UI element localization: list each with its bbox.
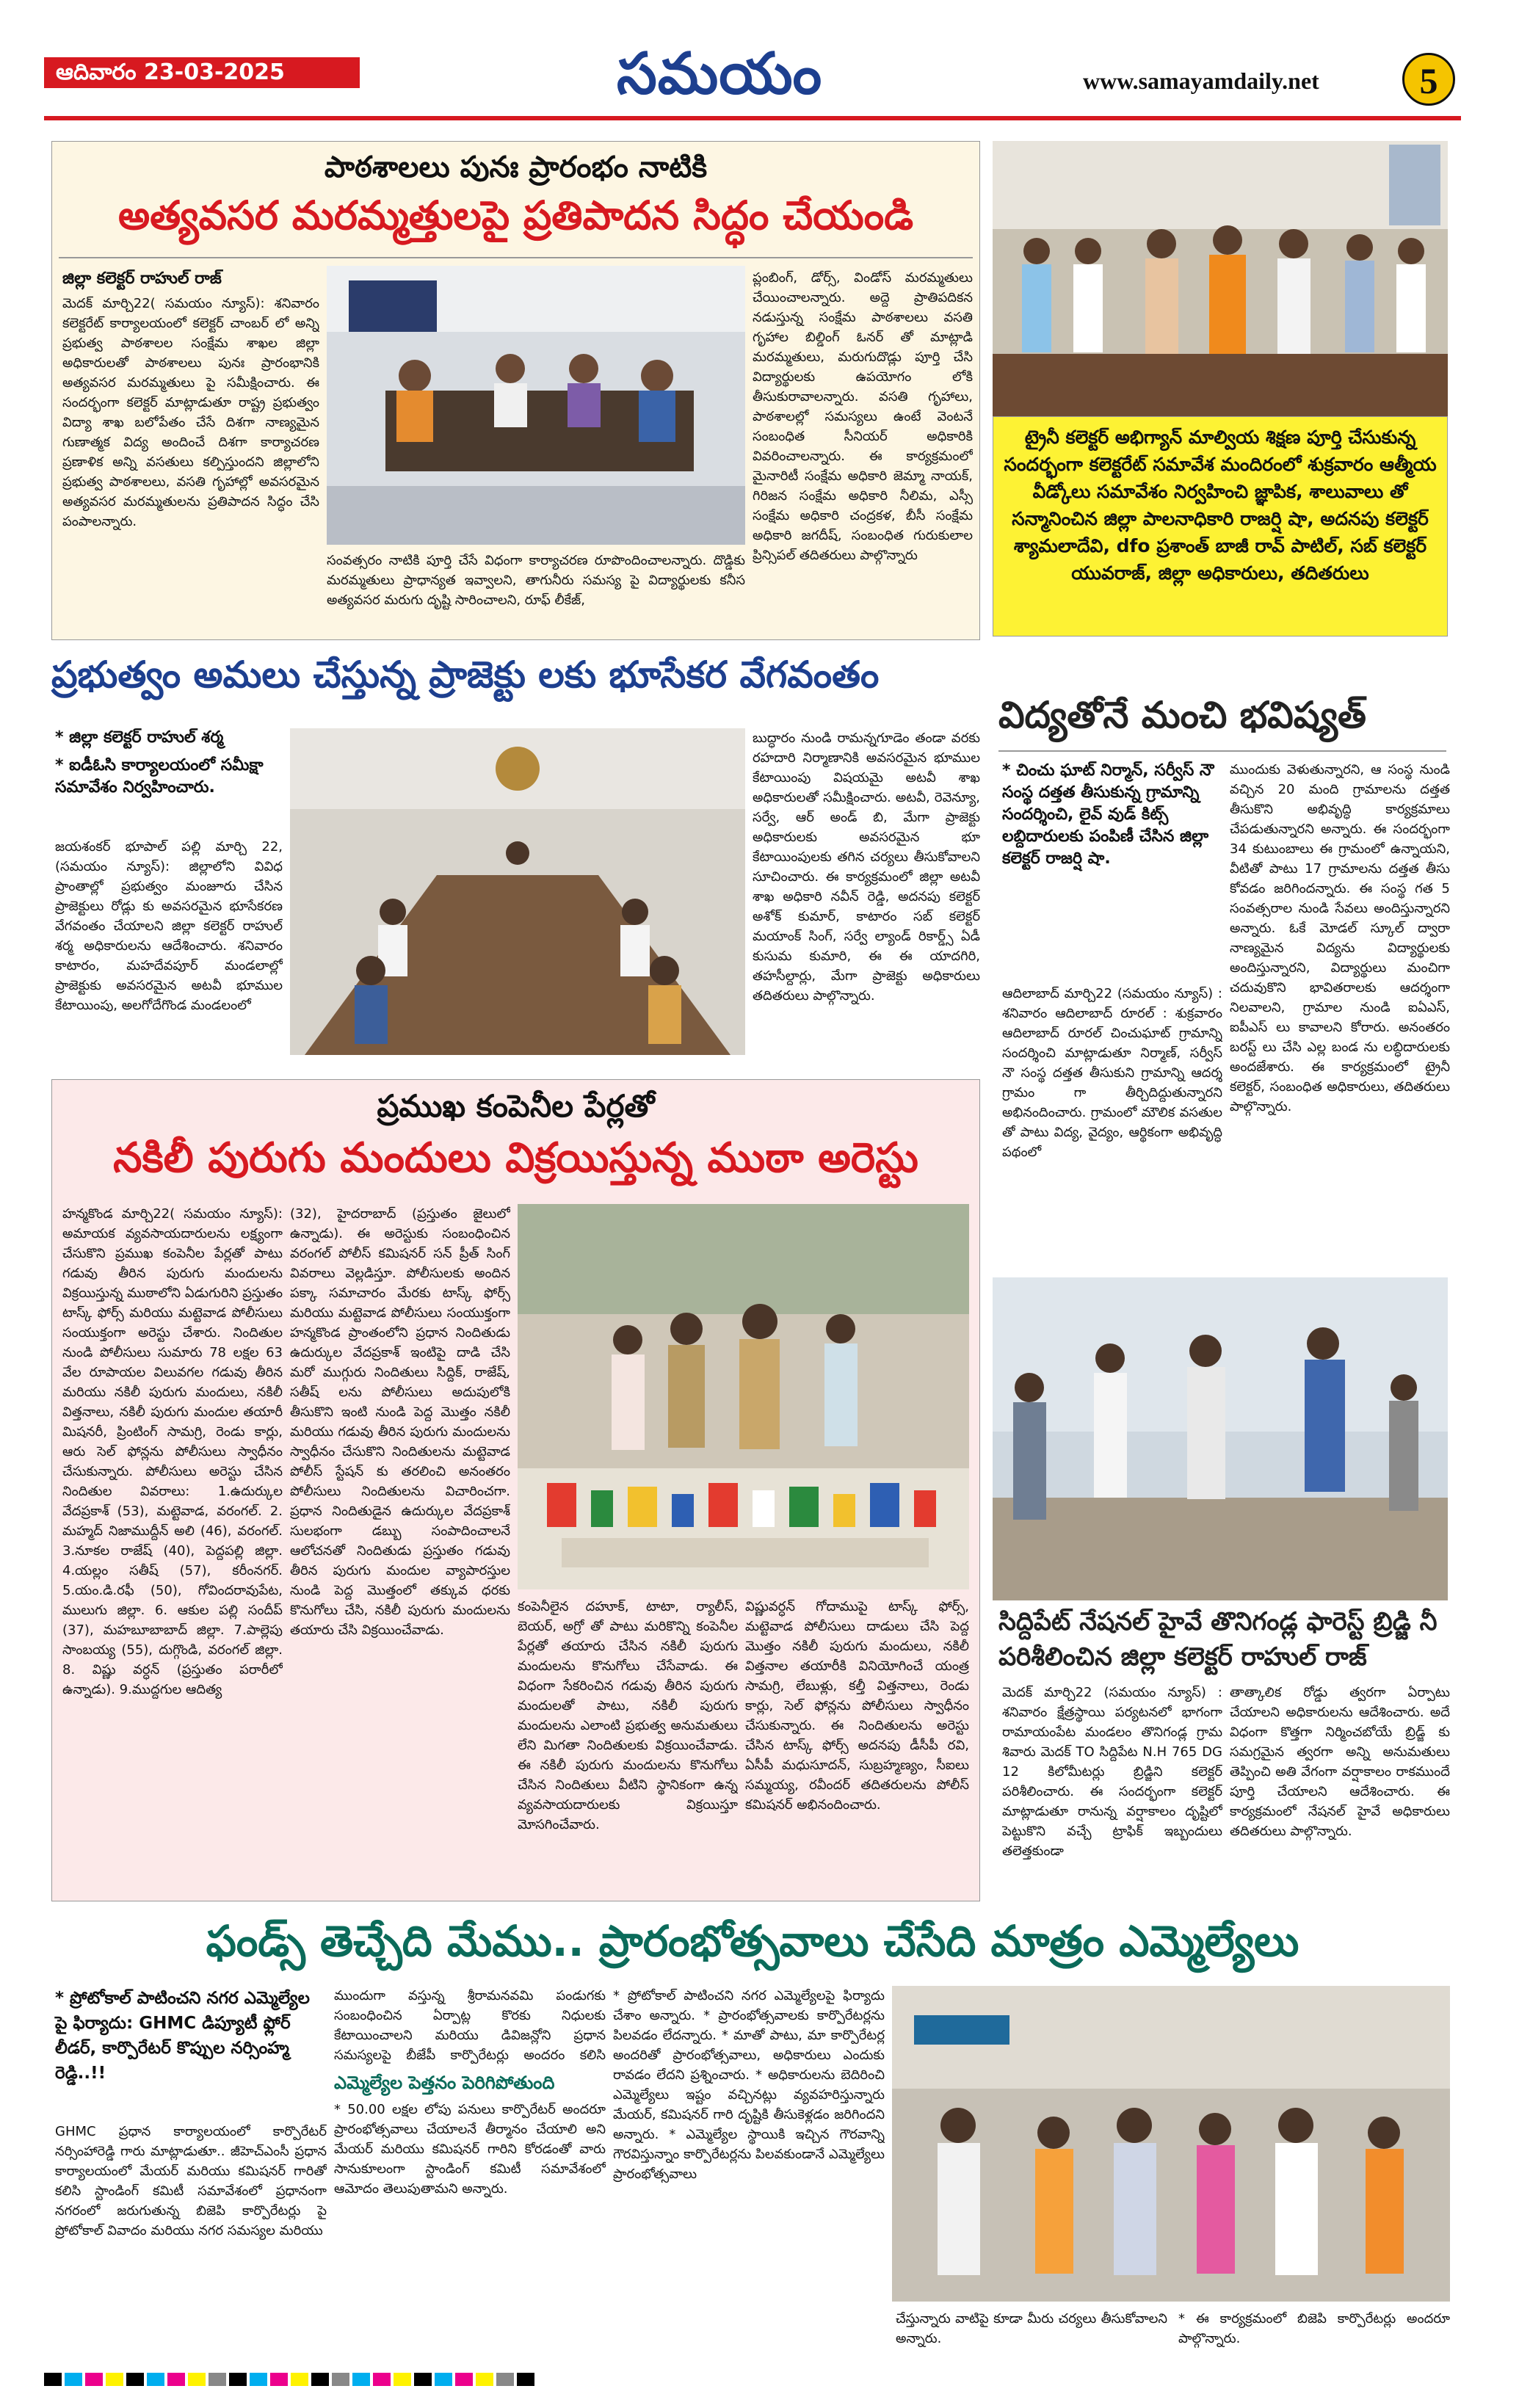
header-divider bbox=[44, 116, 1461, 120]
meeting-photo-illustration bbox=[327, 266, 745, 545]
story-bridge-headline: సిద్దిపేట్ నేషనల్ హైవే తొనిగండ్ల ఫారెస్ట్ బ్రిడ్జి నీ పరిశీలించిన జిల్లా కలెక్టర్ రాహుల్ రాజ్ bbox=[998, 1607, 1438, 1672]
seized-pesticides-photo bbox=[518, 1204, 969, 1589]
story-funds-col4a: చేస్తున్నారు వాటిపై కూడా మీరు చర్యలు తీసుకోవాలని అన్నారు. bbox=[896, 2311, 1167, 2346]
farewell-photo bbox=[993, 141, 1448, 416]
story-school-repairs-col3: ప్లంబింగ్, డోర్స్, విండోస్ మరమ్మతులు చేయించాలన్నారు. అద్దె ప్రాతిపదికన నడుస్తున్న సంక్షేమ పాఠశాలలు వసతి గృహాల బిల్డింగ్ ఓనర్ తో మాట్లాడి మరమ్మతులు, మరుగుదొడ్లు పూర్తి చేసి విద్యార్థులకు ఉపయోగం లోకి తీసుకురావాలన్నారు. వసతి గృహాలు, పాఠశాలల్లో సమస్యలు ఉంటే వెంటనే సంబంధిత సీనియర్ అధికారికి వివరించాలన్నారు. ఈ కార్యక్రమంలో మైనారిటీ సంక్షేమ అధికారి జెమ్మా నాయక్, గిరిజన సంక్షేమ అధికారి నీలిమ, ఎస్సీ సంక్షేమ అధికారి చంద్రకళ, బీసీ సంక్షేమ అధికారి జగదీష్, సంబంధిత గురుకులాల ప్రిన్సిపల్ తదితరులు పాల్గొన్నారు bbox=[753, 270, 973, 563]
story-funds-col1: GHMC ప్రధాన కార్యాలయంలో కార్పొరేటర్ నర్సింహారెడ్డి గారు మాట్లాడుతూ.. జీహెచ్ఎంసీ ప్రధాన కార్యాలయంలో మేయర్ మరియు కమిషనర్ గారితో కలిసి స్టాండింగ్ కమిటీ సమావేశంలో ప్రధానంగా నగరంలో జరుగుతున్న బిజెపి కార్పొరేటర్లు పై ప్రోటోకాల్ వివాదం మరియు నగర సమస్యల మరియు bbox=[55, 2124, 327, 2238]
story-funds-headline: ఫండ్స్ తెచ్చేది మేము.. ప్రారంభోత్సవాలు చేసేది మాత్రం ఎమ్మెల్యేలు bbox=[206, 1916, 1299, 1966]
story-school-repairs-byline: జిల్లా కలెక్టర్ రాహుల్ రాజ్ bbox=[62, 269, 222, 288]
farewell-photo-illustration bbox=[993, 141, 1448, 416]
headline-divider bbox=[59, 257, 973, 258]
story-funds-bullet: * ప్రోటోకాల్ పాటించని నగర ఎమ్మెల్యేల పై ఫిర్యాదు: GHMC డిప్యూటీ ఫ్లోర్ లీడర్, కార్పొరేటర్ కొప్పుల నర్సింహ్మ రెడ్డి..!! bbox=[55, 1989, 310, 2083]
story-school-repairs-headline: అత్యవసర మరమ్మత్తులపై ప్రతిపాదన సిద్ధం చేయండి bbox=[117, 192, 914, 239]
story-land-acquisition-bullet2: * ఐడీఓసి కార్యాలయంలో సమీక్షా సమావేశం నిర్వహించారు. bbox=[55, 756, 264, 797]
story-school-repairs-kicker: పాఠశాలలు పునః ప్రారంభం నాటికి bbox=[324, 150, 708, 184]
story-school-repairs-col1: మెదక్ మార్చి22( సమయం న్యూస్): శనివారం కలెక్టరేట్ కార్యాలయంలో కలెక్టర్ చాంబర్ లో అన్ని ప్రభుత్వ పాఠశాలల సంక్షేమ శాఖల జిల్లా అధికారులతో పాఠశాలలు పునః ప్రారంభానికి అత్యవసర మరమ్మతులు పై సమీక్షించారు. ఈ సందర్భంగా కలెక్టర్ మాట్లాడుతూ రాష్ట్ర ప్రభుత్వం విద్యా శాఖ బలోపేతం చేసే దిశగా నాణ్యమైన గుణాత్మక విద్య అందించే దిశగా కార్యాచరణ ప్రణాళిక అన్ని వసతులు కల్పిస్తుందని జిల్లాలోని ప్రభుత్వ పాఠశాలలు, వసతి గృహాల్లో అవసరమైన అత్యవసర మరమ్మతులను ప్రతిపాదన సిద్ధం చేసి పంపాలన్నారు. bbox=[62, 296, 319, 529]
story-education-col1: ఆదిలాబాద్ మార్చి22 (సమయం న్యూస్) : శనివారం ఆదిలాబాద్ రూరల్ : శుక్రవారం ఆదిలాబాద్ రూరల్ చించుఘాట్ గ్రామాన్ని సందర్శించి మాట్లాడుతూ నిర్మాణ్, సర్వీస్ నౌ సంస్థ దత్తత తీసుకుని గ్రామాన్ని ఆదర్శ గ్రామం గా తీర్చిదిద్దుతున్నారని అభినందించారు. గ్రామంలో మౌలిక వసతుల తో పాటు విద్య, వైద్యం, ఆర్థికంగా అభివృద్ధి పథంలో bbox=[1002, 986, 1222, 1160]
story-education-bullets: * చించు ఘాట్ నిర్మాన్, సర్వీస్ నౌ సంస్థ దత్తత తీసుకున్న గ్రామాన్ని సందర్శించి, లైవ్ వుడ్ కిట్స్ లబ్దిదారులకు పంపిణీ చేసిన జిల్లా కలెక్టర్ రాజర్షి షా. bbox=[1002, 761, 1214, 868]
bridge-inspection-photo bbox=[993, 1277, 1448, 1600]
education-headline-divider bbox=[998, 750, 1446, 752]
story-funds-subhead: ఎమ్మెల్యేల పెత్తనం పెరిగిపోతుంది bbox=[334, 2072, 555, 2093]
story-education-headline: విద్యతోనే మంచి భవిష్యత్ bbox=[998, 694, 1366, 736]
issue-date: ఆదివారం 23-03-2025 bbox=[44, 57, 360, 88]
seized-pesticides-photo-illustration bbox=[518, 1204, 969, 1589]
story-fake-pesticides-col1: హన్మకొండ మార్చి22( సమయం న్యూస్): అమాయక వ్యవసాయదారులను లక్ష్యంగా చేసుకొని ప్రముఖ కంపెనీల పేర్లతో పాటు గడువు తీరిన పురుగు మందులను విక్రయిస్తున్న ముఠాలోని ఏడుగురిని ప్రస్తుతం టాస్క్ ఫోర్స్ మరియు మట్టెవాడ పోలీసులు సంయుక్తంగా అరెస్టు చేశారు. నిందితుల నుండి పోలీసులు సుమారు 78 లక్షల 63 వేల రూపాయల విలువగల గడువు తీరిన మరియు నకిలీ పురుగు మందులు, నకిలీ విత్తనాలు, నకిలీ పురుగు మందుల తయారీ మిషనరీ, ప్రింటింగ్ సామగ్రి, రెండు కార్లు, ఆరు సెల్ ఫోన్లను పోలీసులు స్వాధీనం చేసుకున్నారు. పోలీసులు అరెస్టు చేసిన నిందితుల వివరాలు: 1.ఉదుర్కుల వేదప్రకాశ్ (53), మట్టెవాడ, వరంగల్. 2. మహ్మద్ నిజాముద్దీన్ అలి (46), వరంగల్. 3.నూకల రాజేష్ (40), పెద్దపల్లి జిల్లా. 4.యల్లం సతీష్ (57), కరీంనగర్. 5.యం.డి.రఫీ (50), గోవిందరావుపేట, ములుగు జిల్లా. 6. ఆకుల పల్లి సందీప్ (37), మహబూబాబాద్ జిల్లా. 7.పాల్లెపు సాంబయ్య (55), దుగ్గొండి, వరంగల్ జిల్లా. 8. విష్ణు వర్ధన్ (ప్రస్తుతం పరారీలో ఉన్నాడు). 9.ముద్దగుల ఆదిత్య bbox=[62, 1206, 283, 1697]
review-meeting-photo-illustration bbox=[290, 728, 745, 1055]
story-fake-pesticides-kicker: ప్రముఖ కంపెనీల పేర్లతో bbox=[377, 1088, 655, 1124]
meeting-photo bbox=[327, 266, 745, 545]
story-funds-col2b: * 50.00 లక్షల లోపు పనులు కార్పొరేటర్ అందరూ ప్రారంభోత్సవాలు చేయాలనే తీర్మానం చేయాలి అని మేయర్ మరియు కమిషనర్ గారిని కోరడంతో వారు సానుకూలంగా స్టాండింగ్ కమిటీ సమావేశంలో ఆమోదం తెలుపుతామని అన్నారు. bbox=[334, 2102, 606, 2197]
story-land-acquisition-bullet1: * జిల్లా కలెక్టర్ రాహుల్ శర్మ bbox=[55, 728, 224, 747]
story-land-acquisition-headline: ప్రభుత్వం అమలు చేస్తున్న ప్రాజెక్టు లకు భూసేకర వేగవంతం bbox=[51, 653, 880, 696]
story-funds-col3: * ప్రోటోకాల్ పాటించని నగర ఎమ్మెల్యేలపై ఫిర్యాదు చేశాం అన్నారు. * ప్రారంభోత్సవాలకు కార్పొరేటర్లను పిలవడం లేదన్నారు. * మాతో పాటు, మా కార్పొరేటర్ల అందరితో ప్రారంభోత్సవాలు, అధికారులు ఎందుకు రావడం లేదని ప్రశ్నించారు. * అధికారులను బెదిరించి ఎమ్మెల్యేలు ఇష్టం వచ్చినట్లు వ్యవహరిస్తున్నారు మేయర్, కమిషనర్ గారి దృష్టికి తీసుకెళ్లడం జరిగిందని అన్నారు. * ఎమ్మెల్యేల స్థాయికి ఇచ్చిన గౌరవాన్ని గౌరవిస్తున్నాం కార్పొరేటర్లను పిలవకుండానే ఎమ్మెల్యేలు ప్రారంభోత్సవాలు bbox=[613, 1988, 885, 2182]
story-fake-pesticides-col4: విష్ణువర్ధన్ గోదాముపై టాస్క్ ఫోర్స్, మట్టెవాడ పోలీసులు దాడులు చేసి పెద్ద మొత్తం నకిలీ పురుగు మందులు, నకిలీ విత్తనాల తయారీకి వినియోగించే యంత్ర సామగ్రి, లేబుళ్లు, కల్తీ విత్తనాలు, రెండు కార్లు, సెల్ ఫోన్లను పోలీసులు స్వాధీనం చేసుకున్నారు. ఈ నిందితులను అరెస్టు చేసిన టాస్క్ ఫోర్స్ అదనపు డీసీపీ రవి, ఏసీపీ మధుసూదన్, సుబ్రహ్మణ్యం, సీఐలు సమ్మయ్య, రవీందర్ తదితరులను పోలీస్ కమిషనర్ అభినందించారు. bbox=[745, 1599, 969, 1813]
farewell-caption: ట్రైనీ కలెక్టర్ అభిగ్యాన్ మాల్వియ శిక్షణ పూర్తి చేసుకున్న సందర్భంగా కలెక్టరేట్ సమావేశ మందిరంలో శుక్రవారం ఆత్మీయ వీడ్కోలు సమావేశం నిర్వహించి జ్ఞాపిక, శాలువాలు తో సన్మానించిన జిల్లా పాలనాధికారి రాజర్షి షా, అదనపు కలెక్టర్ శ్యామలాదేవి, dfo ప్రశాంత్ బాజీ రావ్ పాటిల్, సబ్ కలెక్టర్ యువరాజ్, జిల్లా అధికారులు, తదితరులు bbox=[1004, 427, 1437, 584]
story-bridge-col2: తాత్కాలిక రోడ్డు త్వరగా ఏర్పాటు చేయాలని అధికారులను ఆదేశించారు. అదే విధంగా కొత్తగా నిర్మించబోయే బ్రిడ్జ్ కు సమగ్రమైన త్వరగా అన్ని అనుమతులు తెప్పించి అతి వేగంగా వర్షాకాలం రాకముందే పూర్తి చేయాలని ఆదేశించారు. ఈ కార్యక్రమంలో నేషనల్ హైవే అధికారులు తదితరులు పాల్గొన్నారు. bbox=[1230, 1685, 1450, 1839]
story-funds-col2: ముందుగా వస్తున్న శ్రీరామనవమి పండుగకు సంబంధించిన ఏర్పాట్ల కొరకు నిధులకు కేటాయించాలని మరియు డివిజన్లోని ప్రధాన సమస్యలపై బీజేపీ కార్పొరేటర్లు అందరం కలిసి bbox=[334, 1988, 606, 2063]
bridge-inspection-photo-illustration bbox=[993, 1277, 1448, 1600]
newspaper-logo: సమయం bbox=[617, 40, 823, 107]
story-fake-pesticides-col2: (32), హైదరాబాద్ (ప్రస్తుతం జైలులో ఉన్నాడు). ఈ అరెస్టుకు సంబంధించిన వరంగల్ పోలీస్ కమిషనర్ సన్ ప్రీత్ సింగ్ వివరాలు వెల్లడిస్తూ. పోలీసులకు అందిన పక్కా సమాచారం మేరకు టాస్క్ ఫోర్స్ మరియు మట్టెవాడ పోలీసులు సంయుక్తంగా హన్మకొండ ప్రాంతంలోని ప్రధాన నిందితుడు ఉదుర్కుల వేదప్రకాశ్ ఇంటిపై దాడి చేసి మరో ముగ్గురు నిందితులు సిద్దిక్, రాజేష్, సతీష్ లను పోలీసులు అదుపులోకి తీసుకొని ఇంటి నుండి పెద్ద మొత్తం నకిలీ మరియు గడువు తీరిన పురుగు మందులను స్వాధీనం చేసుకొని నిందితులను మట్టెవాడ పోలీస్ స్టేషన్ కు తరలించి అనంతరం పోలీసులు నిందితులను విచారించగా. ప్రధాన నిందితుడైన ఉదుర్కుల వేదప్రకాశ్ సులభంగా డబ్బు సంపాదించాలనే ఆలోచనతో నిందితుడు ప్రస్తుతం గడువు తీరిన పురుగు మందుల వ్యాపారస్తుల నుండి పెద్ద మొత్తంలో తక్కువ ధరకు కొనుగోలు చేసి, నకిలీ పురుగు మందులను తయారు చేసి విక్రయించేవాడు. bbox=[290, 1206, 510, 1638]
story-bridge-col1: మెదక్ మార్చి22 (సమయం న్యూస్) : శనివారం క్షేత్రస్థాయి పర్యటనలో భాగంగా రామాయంపేట మండలం తొనిగండ్ల గ్రామ శివారు మెదక్ TO సిద్దిపేట N.H 765 DG 12 కిలోమీటర్లు బ్రిడ్జిని కలెక్టర్ పరిశీలించారు. ఈ సందర్భంగా కలెక్టర్ మాట్లాడుతూ రానున్న వర్షాకాలం దృష్టిలో పెట్టుకొని వచ్చే ట్రాఫిక్ ఇబ్బందులు తలెత్తకుండా bbox=[1002, 1685, 1222, 1859]
story-fake-pesticides-col3: కంపెనీలైన దహూక్, టాటా, ర్యాలీస్, బెయర్, అగ్రో తో పాటు మరికొన్ని కంపెనీల పేర్లతో తయారు చేసిన నకిలీ పురుగు మందులను కొనుగోలు చేసేవాడు. ఈ విధంగా సేకరించిన గడువు తీరిన పురుగు మందులతో పాటు, నకిలీ పురుగు మందులను ఎలాంటి ప్రభుత్వ అనుమతులు లేని మిగతా నిందితులకు విక్రయించేవాడు. ఈ నకిలీ పురుగు మందులను కొనుగోలు చేసిన నిందితులు వీటిని స్థానికంగా ఉన్న వ్యవసాయదారులకు విక్రయిస్తూ మోసగించేవారు. bbox=[518, 1599, 738, 1832]
ghmc-corporators-photo-illustration bbox=[892, 1986, 1450, 2302]
story-land-acquisition-col1: జయశంకర్ భూపాల్ పల్లి మార్చి 22, (సమయం న్యూస్): జిల్లాలోని వివిధ ప్రాంతాల్లో ప్రభుత్వం మంజూరు చేసిన ప్రాజెక్టులు రోడ్లు కు అవసరమైన భూసేకరణ వేగవంతం చేయాలని జిల్లా కలెక్టర్ రాహుల్ శర్మ అధికారులను ఆదేశించారు. శనివారం కాటారం, మహదేవపూర్ మండలాల్లో ప్రాజెక్టుకు అవసరమైన అటవీ భూముల కేటాయింపు, అలగోదేగొండ మండలంలో bbox=[55, 839, 283, 1013]
story-fake-pesticides-headline: నకిలీ పురుగు మందులు విక్రయిస్తున్న ముఠా అరెస్టు bbox=[113, 1134, 918, 1182]
story-land-acquisition-col2: బుద్ధారం నుండి రామన్నగూడెం తండా వరకు రహదారి నిర్మాణానికి అవసరమైన భూముల కేటాయింపు విషయమై అటవీ శాఖ అధికారులతో సమీక్షించారు. అటవీ, రెవెన్యూ, సర్వే, ఆర్ అండ్ బి, మేగా ప్రాజెక్టు అధికారులకు అవసరమైన భూ కేటాయింపులకు తగిన చర్యలు తీసుకోవాలని సూచించారు. ఈ కార్యక్రమంలో జిల్లా అటవీ శాఖ అధికారి నవీన్ రెడ్డి, అదనపు కలెక్టర్ అశోక్ కుమార్, కాటారం సబ్ కలెక్టర్ మయాంక్ సింగ్, సర్వే ల్యాండ్ రికార్డ్స్ ఏడీ కుసుమ కుమారి, ఈ ఈ యాదగిరి, తహసీల్దార్లు, మేగా ప్రాజెక్టు అధికారులు తదితరులు పాల్గొన్నారు. bbox=[753, 730, 980, 1004]
ghmc-corporators-photo bbox=[892, 1986, 1450, 2302]
print-registration-bar bbox=[44, 2373, 1461, 2386]
page-number-badge: 5 bbox=[1402, 53, 1455, 106]
story-education-col2: ముందుకు వెళుతున్నారని, ఆ సంస్థ నుండి వచ్చిన 20 మంది గ్రామాలను దత్తత తీసుకొని అభివృద్ధి కార్యక్రమాలు చేపడుతున్నారని అన్నారు. ఈ సందర్భంగా 34 కుటుంబాలు ఈ గ్రామంలో ఉన్నాయని, వీటితో పాటు 17 గ్రామాలను దత్తత తీసు కోవడం జరిగిందన్నారు. ఈ సంస్థ గత 5 సంవత్సరాల నుండి సేవలు అందిస్తున్నారని అన్నారు. ఓకే మోడల్ స్కూల్ ద్వారా నాణ్యమైన విద్యను విద్యార్థులకు అందిస్తున్నారని, విద్యార్థులు మంచిగా చదువుకొని భావితరాలకు ఆదర్శంగా నిలవాలని, గ్రామాల నుండి ఐఏఎస్, ఐపీఎస్ లు కావాలని కోరారు. అనంతరం బరస్ట్ లు చేసి ఎల్ల బండ ను లబ్ధిదారులకు అందజేశారు. ఈ కార్యక్రమంలో ట్రైనీ కలెక్టర్, సంబంధిత అధికారులు, తదితరులు పాల్గొన్నారు. bbox=[1230, 762, 1450, 1114]
website-link[interactable]: www.samayamdaily.net bbox=[1083, 68, 1319, 94]
review-meeting-photo bbox=[290, 728, 745, 1055]
story-funds-col4b: * ఈ కార్యక్రమంలో బిజెపి కార్పొరేటర్లు అందరూ పాల్గొన్నారు. bbox=[1178, 2311, 1450, 2346]
story-school-repairs-col2: సంవత్సరం నాటికి పూర్తి చేసే విధంగా కార్యాచరణ రూపొందించాలన్నారు. దొడ్డికు మరమ్మతులు ప్రాధాన్యత ఇవ్వాలని, తాగునీరు సమస్య పై విద్యార్థులకు కనీస అత్యవసర మరుగు దృష్టి సారించాలని, రూఫ్ లీకేజ్, bbox=[327, 553, 745, 608]
